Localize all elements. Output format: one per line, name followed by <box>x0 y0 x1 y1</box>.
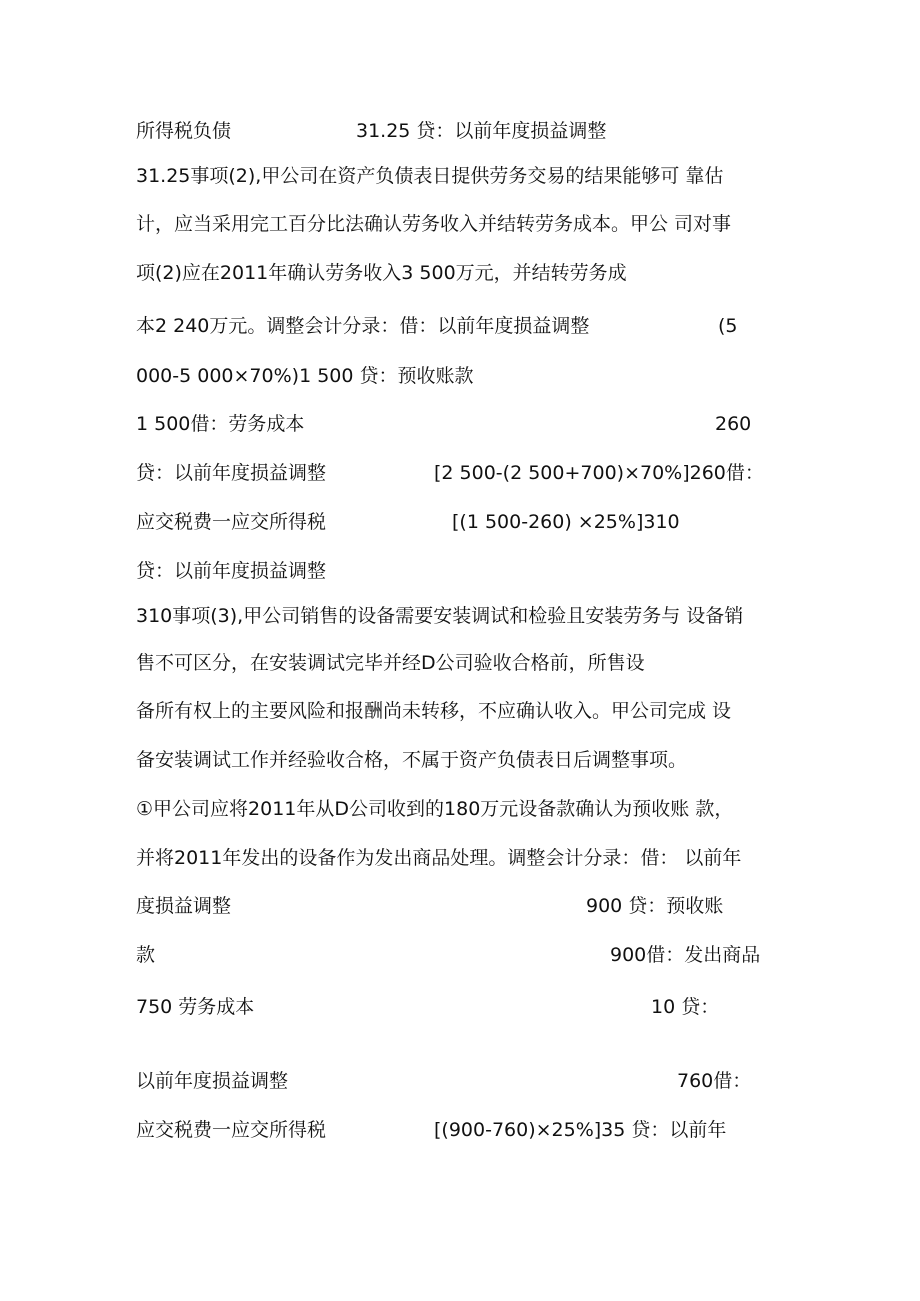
text-segment: 计，应当采用完工百分比法确认劳务收入并结转劳务成本。甲公 司对事 <box>136 213 732 235</box>
text-segment: 10 贷： <box>651 996 720 1018</box>
text-line <box>0 648 920 678</box>
text-line <box>0 311 920 341</box>
text-segment: 以前年度损益调整 <box>136 1070 289 1092</box>
text-segment: 31.25 贷：以前年度损益调整 <box>356 120 607 142</box>
text-line <box>0 1115 920 1145</box>
text-line <box>0 161 920 191</box>
text-line <box>0 745 920 775</box>
text-segment: 并将2011年发出的设备作为发出商品处理。调整会计分录：借： 以前年 <box>136 847 742 869</box>
text-segment: 所得税负债 <box>136 120 232 142</box>
text-line <box>0 992 920 1022</box>
text-segment: 贷：以前年度损益调整 <box>136 462 327 484</box>
text-segment: 900借：发出商品 <box>610 944 761 966</box>
text-segment: [(900-760)×25%]35 贷：以前年 <box>434 1119 727 1141</box>
text-line <box>0 258 920 288</box>
text-line <box>0 409 920 439</box>
text-segment: 310事项(3),甲公司销售的设备需要安装调试和检验且安装劳务与 设备销 <box>136 605 744 627</box>
text-segment: 760借： <box>677 1070 752 1092</box>
text-segment: 款 <box>136 944 156 966</box>
text-segment: 260 <box>715 413 752 435</box>
text-line <box>0 1066 920 1096</box>
text-segment: 项(2)应在2011年确认劳务收入3 500万元，并结转劳务成 <box>136 262 627 284</box>
text-segment: 备所有权上的主要风险和报酬尚未转移，不应确认收入。甲公司完成 设 <box>136 700 732 722</box>
text-line <box>0 940 920 970</box>
text-line <box>0 891 920 921</box>
text-segment: 000-5 000×70%)1 500 贷：预收账款 <box>136 365 474 387</box>
text-segment: 900 贷：预收账 <box>586 895 724 917</box>
text-segment: 750 劳务成本 <box>136 996 255 1018</box>
text-segment: (5 <box>718 315 738 337</box>
text-line <box>0 116 920 146</box>
text-segment: [(1 500-260) ×25%]310 <box>452 511 680 533</box>
text-line <box>0 507 920 537</box>
text-line <box>0 556 920 586</box>
text-segment: 备安装调试工作并经验收合格，不属于资产负债表日后调整事项。 <box>136 749 688 771</box>
text-segment: ①甲公司应将2011年从D公司收到的180万元设备款确认为预收账 款， <box>136 798 734 820</box>
text-segment: 31.25事项(2),甲公司在资产负债表日提供劳务交易的结果能够可 靠估 <box>136 165 724 187</box>
text-segment: [2 500-(2 500+700)×70%]260借： <box>434 462 764 484</box>
text-segment: 度损益调整 <box>136 895 232 917</box>
text-segment: 1 500借：劳务成本 <box>136 413 305 435</box>
text-line <box>0 458 920 488</box>
text-segment: 应交税费一应交所得税 <box>136 1119 327 1141</box>
text-line <box>0 843 920 873</box>
text-line <box>0 794 920 824</box>
text-line <box>0 361 920 391</box>
text-segment: 贷：以前年度损益调整 <box>136 560 327 582</box>
text-line <box>0 209 920 239</box>
text-segment: 售不可区分，在安装调试完毕并经D公司验收合格前，所售设 <box>136 652 645 674</box>
text-line <box>0 696 920 726</box>
text-segment: 本2 240万元。调整会计分录：借：以前年度损益调整 <box>136 315 590 337</box>
text-segment: 应交税费一应交所得税 <box>136 511 327 533</box>
text-line <box>0 601 920 631</box>
